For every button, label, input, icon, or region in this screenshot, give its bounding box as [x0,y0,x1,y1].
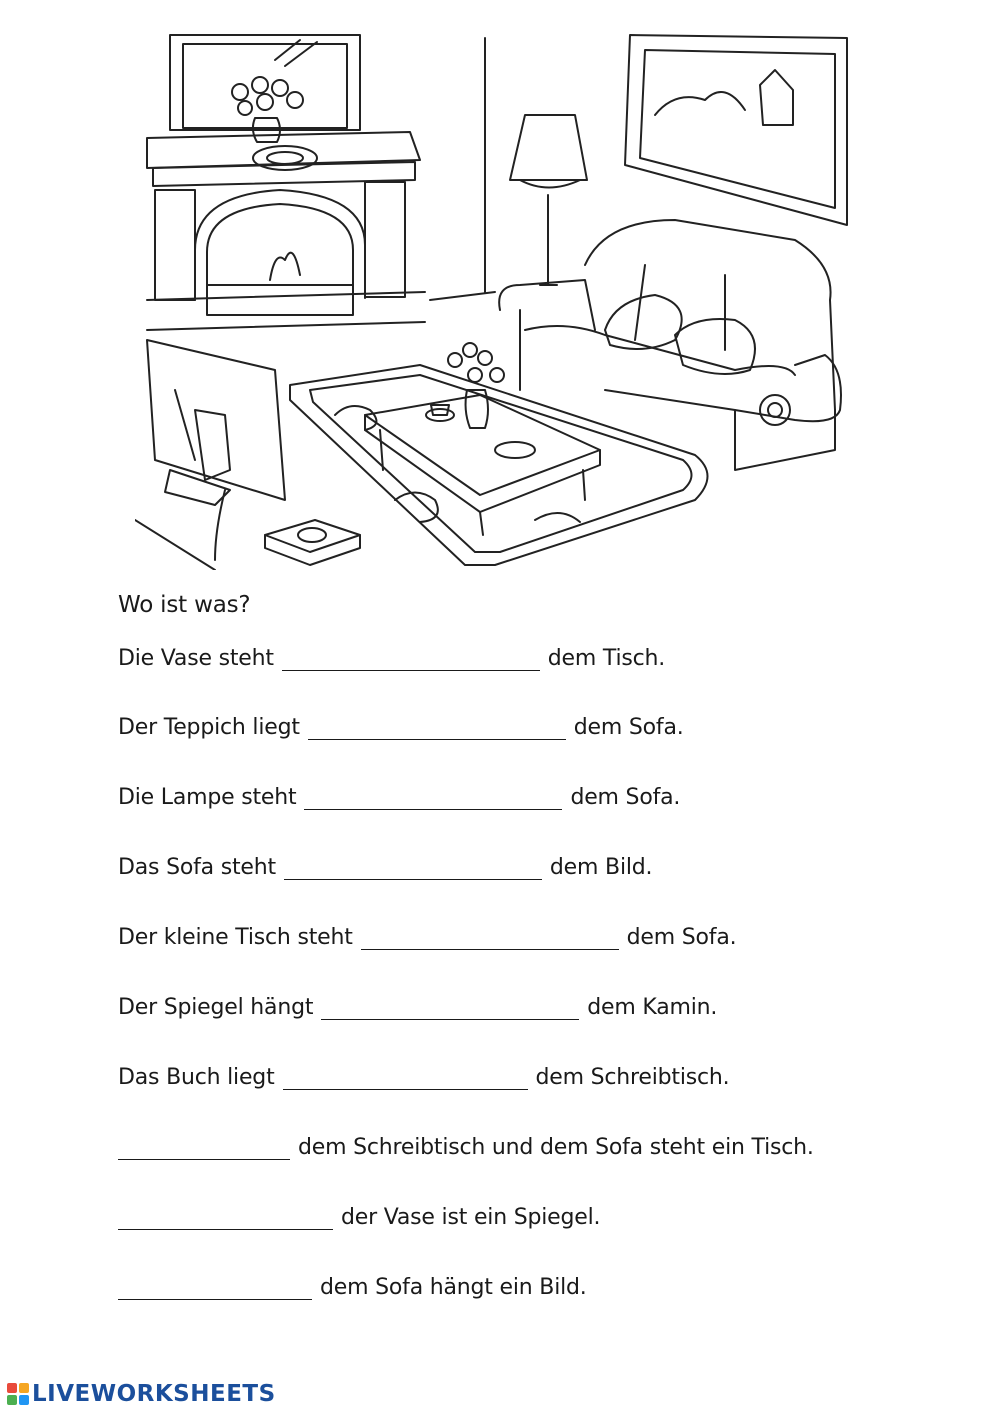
books-icon [265,520,360,565]
tv-icon [147,340,285,560]
table-flowers-icon [448,343,504,428]
sentence-text-after: dem Sofa. [626,925,737,950]
sentence-text-before: Das Buch liegt [118,1065,275,1090]
sentence-text-before: Das Sofa steht [118,855,276,880]
sofa-icon [499,220,841,470]
living-room-illustration [135,30,850,570]
answer-blank-6[interactable] [321,993,579,1020]
sentence-text-after: dem Sofa hängt ein Bild. [320,1275,587,1300]
answer-blank-7[interactable] [283,1063,528,1090]
sentence-text-before: Die Vase steht [118,646,274,671]
logo-square-3 [7,1395,17,1405]
sentence-text-after: dem Bild. [549,855,653,880]
sentence-1 [118,637,665,671]
sentence-8 [118,1126,814,1160]
answer-blank-1[interactable] [282,644,540,671]
answer-blank-4[interactable] [284,853,542,880]
liveworksheets-logo-icon [6,1382,30,1406]
brand-name: LIVEWORKSHEETS [32,1381,276,1407]
sentence-5 [118,916,736,950]
answer-blank-5[interactable] [361,923,619,950]
sentence-text-before: Der Teppich liegt [118,715,300,740]
answer-blank-2[interactable] [308,713,566,740]
sentence-2 [118,706,684,740]
sentence-text-after: dem Kamin. [587,995,718,1020]
sentence-text-after: dem Schreibtisch und dem Sofa steht ein Tisch. [298,1135,814,1160]
sentence-4 [118,846,652,880]
worksheet-title: Wo ist was? [118,592,251,618]
sentence-text-before: Der Spiegel hängt [118,995,314,1020]
answer-blank-8[interactable] [118,1133,290,1160]
logo-square-1 [7,1383,17,1393]
mirror-icon [170,35,360,130]
sentence-text-after: dem Schreibtisch. [535,1065,730,1090]
fireplace-icon [147,132,425,330]
sentence-text-before: Der kleine Tisch steht [118,925,353,950]
sentence-7 [118,1056,729,1090]
sentence-text-after: dem Sofa. [570,785,681,810]
logo-square-2 [19,1383,29,1393]
sentence-text-after: dem Tisch. [547,646,666,671]
window-picture-icon [625,35,847,225]
answer-blank-9[interactable] [118,1203,333,1230]
logo-square-4 [19,1395,29,1405]
sentence-3 [118,776,680,810]
floor-line [430,292,495,300]
sentence-text-after: dem Sofa. [573,715,684,740]
sentence-text-after: der Vase ist ein Spiegel. [341,1205,601,1230]
floor-lamp-icon [510,115,587,285]
sentence-6 [118,986,717,1020]
liveworksheets-brand[interactable] [6,1381,276,1407]
sentence-9 [118,1196,600,1230]
desk-edge-line [135,520,215,570]
mantle-flowers-icon [232,77,303,142]
sentence-text-before: Die Lampe steht [118,785,297,810]
answer-blank-10[interactable] [118,1273,312,1300]
sentence-10 [118,1266,587,1300]
rug-icon [290,365,708,565]
answer-blank-3[interactable] [304,783,562,810]
